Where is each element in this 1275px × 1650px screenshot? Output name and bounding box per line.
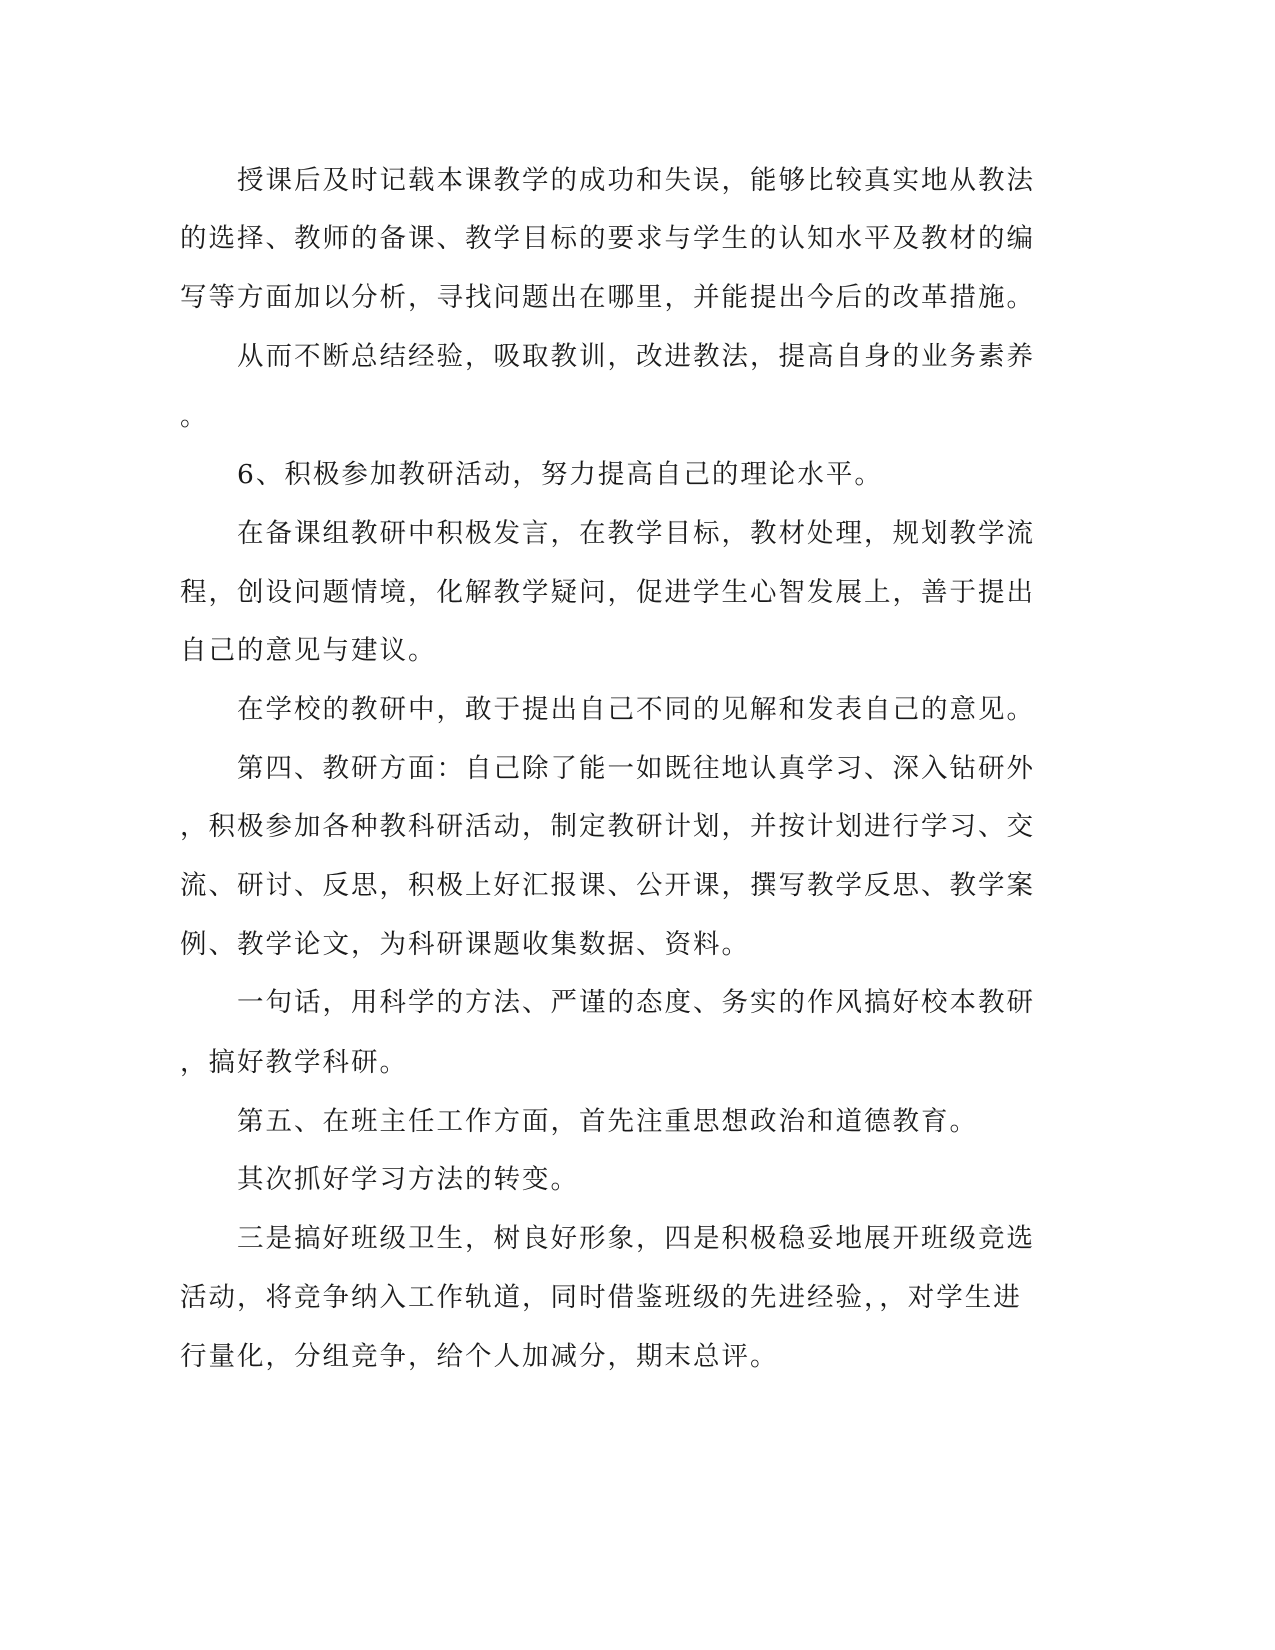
text-line: 6、积极参加教研活动，努力提高自己的理论水平。 xyxy=(180,459,883,490)
text-line: ，搞好教学科研。 xyxy=(180,1047,408,1078)
text-line: ，积极参加各种教科研活动，制定教研计划，并按计划进行学习、交 xyxy=(180,811,1035,842)
text-line: 流、研讨、反思，积极上好汇报课、公开课，撰写教学反思、教学案 xyxy=(180,870,1035,901)
text-line: 写等方面加以分析，寻找问题出在哪里，并能提出今后的改革措施。 xyxy=(180,282,1035,313)
text-line: 第四、教研方面：自己除了能一如既往地认真学习、深入钻研外 xyxy=(180,753,1035,784)
text-line: 自己的意见与建议。 xyxy=(180,635,437,666)
text-line: 。 xyxy=(180,401,209,432)
text-line: 在学校的教研中，敢于提出自己不同的见解和发表自己的意见。 xyxy=(180,694,1035,725)
text-line: 例、教学论文，为科研课题收集数据、资料。 xyxy=(180,929,750,960)
text-line: 授课后及时记载本课教学的成功和失误，能够比较真实地从教法 xyxy=(180,165,1035,196)
text-line: 第五、在班主任工作方面，首先注重思想政治和道德教育。 xyxy=(180,1106,978,1137)
text-line: 活动，将竞争纳入工作轨道，同时借鉴班级的先进经验，，对学生进 xyxy=(180,1282,1022,1313)
text-line: 的选择、教师的备课、教学目标的要求与学生的认知水平及教材的编 xyxy=(180,223,1035,254)
text-line: 从而不断总结经验，吸取教训，改进教法，提高自身的业务素养 xyxy=(180,341,1035,372)
text-line: 其次抓好学习方法的转变。 xyxy=(180,1164,579,1195)
text-line: 程，创设问题情境，化解教学疑问，促进学生心智发展上，善于提出 xyxy=(180,577,1035,608)
text-line: 行量化，分组竞争，给个人加减分，期末总评。 xyxy=(180,1341,779,1372)
text-line: 在备课组教研中积极发言，在教学目标，教材处理，规划教学流 xyxy=(180,518,1035,549)
text-line: 一句话，用科学的方法、严谨的态度、务实的作风搞好校本教研 xyxy=(180,987,1035,1018)
text-line: 三是搞好班级卫生，树良好形象，四是积极稳妥地展开班级竞选 xyxy=(180,1223,1035,1254)
